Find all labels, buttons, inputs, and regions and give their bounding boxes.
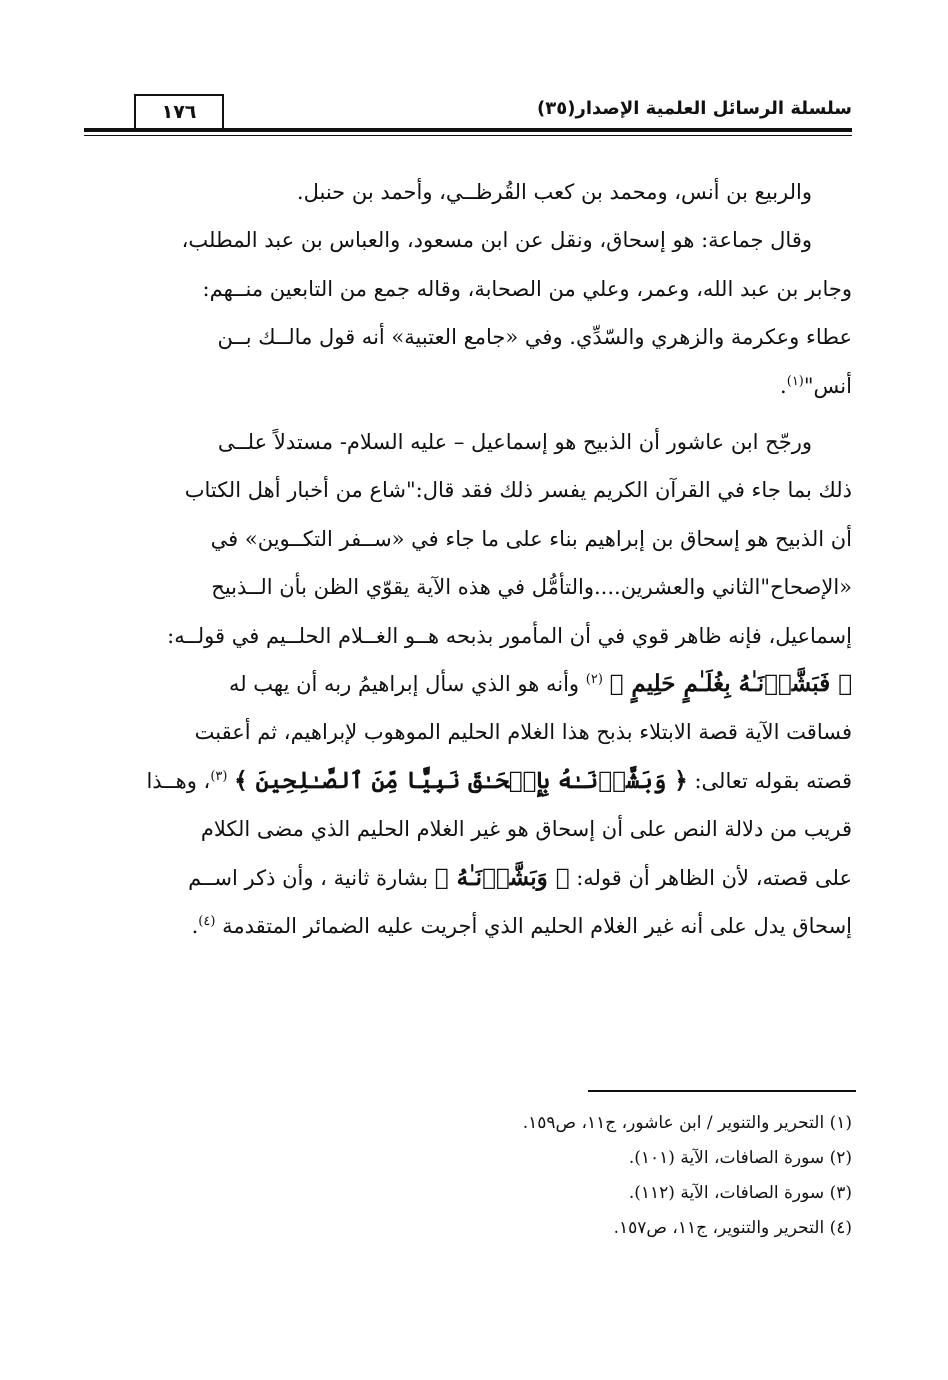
text-line: فساقت الآية قصة الابتلاء بذبح هذا الغلام الحليم الموهوب لإبراهيم، ثم أعقبت bbox=[194, 720, 852, 745]
header-rule-thick bbox=[84, 128, 852, 132]
text-span: أنس" bbox=[803, 373, 852, 398]
text-line bbox=[84, 660, 852, 708]
footnote: (٤) التحرير والتنوير، ج١١، ص١٥٧. bbox=[613, 1218, 852, 1238]
text-span: وأنه هو الذي سأل إبراهيمُ ربه أن يهب له bbox=[228, 672, 586, 697]
text-line bbox=[84, 757, 852, 805]
text-span: بشارة ثانية ، وأن ذكر اســم bbox=[188, 865, 435, 890]
text-span: إسحاق يدل على أنه غير الغلام الحليم الذي أجريت عليه الضمائر المتقدمة bbox=[215, 914, 852, 939]
text-line bbox=[84, 362, 852, 410]
header-rule-thin bbox=[84, 135, 852, 136]
quran-verse: ﴿ وَبَشَّرۡنَـٰهُ بِإِسۡحَـٰقَ نَبِيًّا مِّنَ ٱلصَّـٰلِحِينَ ﴾ bbox=[234, 766, 688, 794]
footnote: (٣) سورة الصافات، الآية (١١٢). bbox=[628, 1183, 852, 1203]
text-line: والربيع بن أنس، ومحمد بن كعب القُرظــي، وأحمد بن حنبل. bbox=[296, 180, 812, 204]
page-number: ١٧٦ bbox=[134, 94, 224, 128]
text-span: . bbox=[780, 373, 787, 398]
text-span: قصته بقوله تعالى: bbox=[687, 768, 852, 793]
quran-verse: ﴿ فَبَشَّرۡنَـٰهُ بِغُلَـٰمٍ حَلِيمٍ ﴾ bbox=[609, 670, 852, 698]
text-span: . bbox=[191, 914, 199, 939]
text-span: على قصته، لأن الظاهر أن قوله: bbox=[569, 865, 852, 890]
text-line: عطاء وعكرمة والزهري والسّدِّي. وفي «جامع العتبية» أنه قول مالــك بــن bbox=[217, 325, 852, 350]
text-line: ذلك بما جاء في القرآن الكريم يفسر ذلك فقد قال:"شاع من أخبار أهل الكتاب bbox=[184, 478, 852, 503]
page-header bbox=[84, 92, 852, 142]
text-line: ورجّح ابن عاشور أن الذبيح هو إسماعيل – عليه السلام- مستدلاً علــى bbox=[217, 430, 812, 455]
series-title: سلسلة الرسائل العلمية الإصدار(٣٥) bbox=[537, 98, 852, 119]
text-line: «الإصحاح"الثاني والعشرين....والتأمُّل في هذه الآية يقوّي الظن بأن الــذبيح bbox=[211, 575, 852, 600]
text-line: وجابر بن عبد الله، وعمر، وعلي من الصحابة، وقاله جمع من التابعين منــهم: bbox=[202, 276, 852, 301]
text-line bbox=[84, 854, 852, 902]
main-text bbox=[84, 168, 852, 951]
text-span: ، وهــذا bbox=[146, 768, 211, 793]
footnote-ref: (٢) bbox=[585, 672, 603, 688]
text-line: أن الذبيح هو إسحاق بن إبراهيم بناء على ما جاء في «ســفر التكــوين» في bbox=[210, 526, 852, 551]
footnote: (٢) سورة الصافات، الآية (١٠١). bbox=[628, 1148, 852, 1168]
text-line: إسماعيل، فإنه ظاهر قوي في أن المأمور بذبحه هــو الغــلام الحلــيم في قولــه: bbox=[167, 623, 852, 648]
text-line: وقال جماعة: هو إسحاق، ونقل عن ابن مسعود، والعباس بن عبد المطلب، bbox=[181, 228, 812, 253]
footnote-ref: (١) bbox=[786, 373, 804, 389]
footnote-separator bbox=[588, 1090, 856, 1092]
quran-verse: ﴿ وَبَشَّرۡنَـٰهُ ﴾ bbox=[434, 863, 570, 891]
footnote-ref: (٣) bbox=[210, 768, 228, 784]
footnotes bbox=[84, 1106, 852, 1246]
footnote: (١) التحرير والتنوير / ابن عاشور، ج١١، ص١٥٩. bbox=[522, 1113, 852, 1133]
text-line bbox=[84, 902, 852, 950]
footnote-ref: (٤) bbox=[198, 914, 216, 930]
text-line: قريب من دلالة النص على أن إسحاق هو غير الغلام الحليم الذي مضى الكلام bbox=[200, 817, 852, 842]
